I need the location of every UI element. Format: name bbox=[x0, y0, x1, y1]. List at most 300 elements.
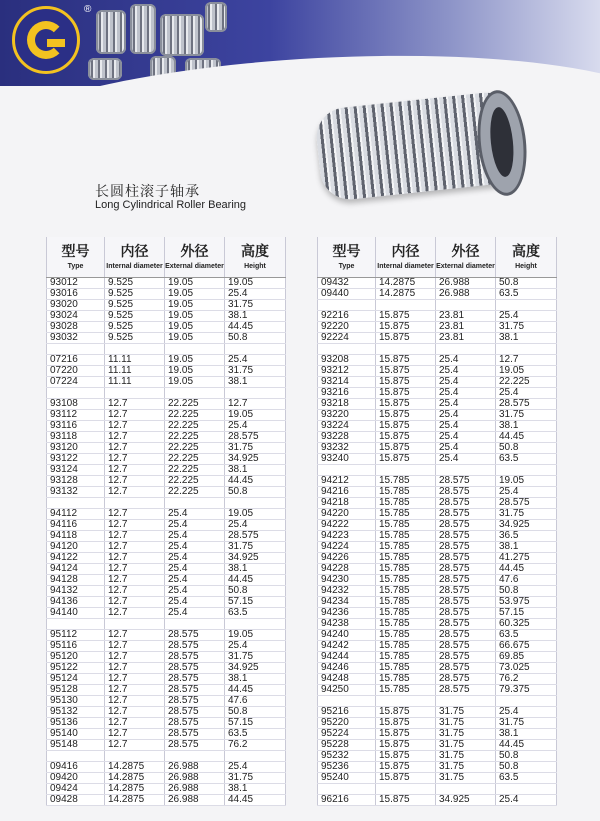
cell-type: 94140 bbox=[47, 608, 105, 619]
table-row bbox=[318, 663, 557, 674]
cell-external-diameter: 26.988 bbox=[436, 289, 496, 300]
table-row bbox=[318, 454, 557, 465]
cell-type: 94244 bbox=[318, 652, 376, 663]
cell-type: 09428 bbox=[47, 795, 105, 806]
cell-external-diameter: 22.225 bbox=[165, 432, 225, 443]
cell-internal-diameter: 15.875 bbox=[376, 377, 436, 388]
cell-external-diameter: 28.575 bbox=[436, 476, 496, 487]
cell-external-diameter: 19.05 bbox=[165, 278, 225, 289]
table-row bbox=[47, 432, 286, 443]
cell-internal-diameter: 15.785 bbox=[376, 674, 436, 685]
cell-internal-diameter: 15.785 bbox=[376, 542, 436, 553]
cell-type: 94132 bbox=[47, 586, 105, 597]
cell-internal-diameter: 15.785 bbox=[376, 619, 436, 630]
bearing-photo bbox=[160, 14, 204, 56]
cell-external-diameter: 25.4 bbox=[436, 443, 496, 454]
table-row bbox=[47, 597, 286, 608]
cell-internal-diameter: 12.7 bbox=[105, 663, 165, 674]
group-spacer bbox=[318, 344, 557, 355]
cell-external-diameter: 26.988 bbox=[165, 762, 225, 773]
cell-type: 94128 bbox=[47, 575, 105, 586]
cell-height: 44.45 bbox=[496, 740, 557, 751]
cell-external-diameter: 31.75 bbox=[436, 762, 496, 773]
table-row bbox=[318, 707, 557, 718]
cell-internal-diameter: 12.7 bbox=[105, 685, 165, 696]
cell-internal-diameter: 15.875 bbox=[376, 707, 436, 718]
cell-height: 66.675 bbox=[496, 641, 557, 652]
cell-type: 92216 bbox=[318, 311, 376, 322]
table-row bbox=[318, 443, 557, 454]
table-row bbox=[47, 729, 286, 740]
cell-external-diameter: 25.4 bbox=[436, 377, 496, 388]
cell-external-diameter: 25.4 bbox=[165, 509, 225, 520]
cell-internal-diameter: 14.2875 bbox=[376, 289, 436, 300]
cell-height: 60.325 bbox=[496, 619, 557, 630]
cell-external-diameter: 28.575 bbox=[436, 608, 496, 619]
cell-external-diameter: 28.575 bbox=[165, 740, 225, 751]
table-row bbox=[318, 795, 557, 806]
cell-type: 09432 bbox=[318, 278, 376, 289]
cell-height: 22.225 bbox=[496, 377, 557, 388]
cell-external-diameter: 25.4 bbox=[436, 366, 496, 377]
cell-external-diameter: 25.4 bbox=[165, 520, 225, 531]
cell-external-diameter: 23.81 bbox=[436, 311, 496, 322]
table-header-row bbox=[47, 237, 286, 278]
cell-internal-diameter: 15.875 bbox=[376, 454, 436, 465]
table-row bbox=[318, 333, 557, 344]
cell-internal-diameter: 15.785 bbox=[376, 663, 436, 674]
group-spacer bbox=[47, 388, 286, 399]
cell-type: 95216 bbox=[318, 707, 376, 718]
cell-height: 19.05 bbox=[225, 410, 286, 421]
table-row bbox=[47, 773, 286, 784]
cell-internal-diameter: 15.875 bbox=[376, 795, 436, 806]
table-row bbox=[47, 465, 286, 476]
cell-internal-diameter: 15.875 bbox=[376, 751, 436, 762]
cell-internal-diameter: 12.7 bbox=[105, 674, 165, 685]
cell-type: 94226 bbox=[318, 553, 376, 564]
cell-height: 28.575 bbox=[225, 531, 286, 542]
cell-internal-diameter: 11.11 bbox=[105, 355, 165, 366]
cell-external-diameter: 25.4 bbox=[165, 597, 225, 608]
cell-height: 38.1 bbox=[225, 465, 286, 476]
cell-height: 47.6 bbox=[225, 696, 286, 707]
cell-external-diameter: 25.4 bbox=[165, 586, 225, 597]
cell-internal-diameter: 15.875 bbox=[376, 355, 436, 366]
cell-external-diameter: 22.225 bbox=[165, 454, 225, 465]
table-row bbox=[47, 454, 286, 465]
cell-type: 93132 bbox=[47, 487, 105, 498]
table-row bbox=[318, 487, 557, 498]
cell-internal-diameter: 12.7 bbox=[105, 696, 165, 707]
cell-type: 96216 bbox=[318, 795, 376, 806]
table-row bbox=[47, 553, 286, 564]
cell-type: 93118 bbox=[47, 432, 105, 443]
cell-external-diameter: 26.988 bbox=[165, 784, 225, 795]
table-row bbox=[318, 498, 557, 509]
cell-internal-diameter: 15.785 bbox=[376, 630, 436, 641]
cell-type: 95112 bbox=[47, 630, 105, 641]
cell-internal-diameter: 12.7 bbox=[105, 432, 165, 443]
page-title-en: Long Cylindrical Roller Bearing bbox=[95, 199, 247, 211]
cell-external-diameter: 31.75 bbox=[436, 707, 496, 718]
cell-external-diameter: 22.225 bbox=[165, 421, 225, 432]
cell-internal-diameter: 12.7 bbox=[105, 399, 165, 410]
cell-height: 25.4 bbox=[225, 289, 286, 300]
cell-external-diameter: 19.05 bbox=[165, 366, 225, 377]
table-row bbox=[318, 520, 557, 531]
cell-type: 93218 bbox=[318, 399, 376, 410]
cell-external-diameter: 25.4 bbox=[436, 399, 496, 410]
cell-internal-diameter: 12.7 bbox=[105, 564, 165, 575]
cell-type: 07216 bbox=[47, 355, 105, 366]
cell-internal-diameter: 15.875 bbox=[376, 729, 436, 740]
cell-internal-diameter: 12.7 bbox=[105, 476, 165, 487]
cell-height: 50.8 bbox=[225, 333, 286, 344]
cell-type: 09420 bbox=[47, 773, 105, 784]
cell-external-diameter: 25.4 bbox=[436, 410, 496, 421]
cell-type: 95130 bbox=[47, 696, 105, 707]
cell-external-diameter: 28.575 bbox=[436, 498, 496, 509]
bearing-photo bbox=[96, 10, 126, 54]
cell-external-diameter: 28.575 bbox=[436, 586, 496, 597]
cell-external-diameter: 28.575 bbox=[436, 542, 496, 553]
cell-height: 31.75 bbox=[225, 542, 286, 553]
cell-height: 38.1 bbox=[225, 377, 286, 388]
cell-internal-diameter: 12.7 bbox=[105, 487, 165, 498]
cell-type: 94124 bbox=[47, 564, 105, 575]
cell-internal-diameter: 15.875 bbox=[376, 740, 436, 751]
cell-external-diameter: 28.575 bbox=[165, 685, 225, 696]
cell-internal-diameter: 12.7 bbox=[105, 630, 165, 641]
cell-external-diameter: 34.925 bbox=[436, 795, 496, 806]
cell-internal-diameter: 11.11 bbox=[105, 366, 165, 377]
cell-height: 41.275 bbox=[496, 553, 557, 564]
cell-type: 93116 bbox=[47, 421, 105, 432]
cell-height: 44.45 bbox=[225, 322, 286, 333]
table-row bbox=[47, 696, 286, 707]
table-row bbox=[318, 355, 557, 366]
cell-external-diameter: 22.225 bbox=[165, 443, 225, 454]
cell-internal-diameter: 14.2875 bbox=[105, 762, 165, 773]
cell-external-diameter: 19.05 bbox=[165, 333, 225, 344]
cell-type: 94120 bbox=[47, 542, 105, 553]
table-row bbox=[318, 278, 557, 289]
cell-type: 94112 bbox=[47, 509, 105, 520]
spec-table-left bbox=[46, 237, 286, 806]
cell-type: 93032 bbox=[47, 333, 105, 344]
cell-type: 95228 bbox=[318, 740, 376, 751]
cell-type: 93120 bbox=[47, 443, 105, 454]
cell-type: 93240 bbox=[318, 454, 376, 465]
table-row bbox=[318, 553, 557, 564]
table-row bbox=[47, 586, 286, 597]
table-row bbox=[318, 674, 557, 685]
cell-height: 47.6 bbox=[496, 575, 557, 586]
cell-external-diameter: 31.75 bbox=[436, 751, 496, 762]
cell-external-diameter: 28.575 bbox=[436, 553, 496, 564]
cell-type: 09440 bbox=[318, 289, 376, 300]
cell-internal-diameter: 12.7 bbox=[105, 740, 165, 751]
cell-type: 94248 bbox=[318, 674, 376, 685]
cell-internal-diameter: 12.7 bbox=[105, 729, 165, 740]
group-spacer bbox=[318, 465, 557, 476]
group-spacer bbox=[318, 784, 557, 795]
cell-height: 63.5 bbox=[496, 630, 557, 641]
table-row bbox=[47, 355, 286, 366]
cell-type: 95232 bbox=[318, 751, 376, 762]
cell-height: 53.975 bbox=[496, 597, 557, 608]
cell-internal-diameter: 15.785 bbox=[376, 685, 436, 696]
cell-external-diameter: 28.575 bbox=[436, 597, 496, 608]
cell-height: 34.925 bbox=[225, 454, 286, 465]
cell-external-diameter: 31.75 bbox=[436, 773, 496, 784]
cell-internal-diameter: 9.525 bbox=[105, 289, 165, 300]
cell-height: 28.575 bbox=[225, 432, 286, 443]
table-row bbox=[47, 278, 286, 289]
cell-internal-diameter: 15.785 bbox=[376, 608, 436, 619]
cell-internal-diameter: 9.525 bbox=[105, 278, 165, 289]
cell-type: 93020 bbox=[47, 300, 105, 311]
cell-height: 63.5 bbox=[225, 729, 286, 740]
cell-internal-diameter: 12.7 bbox=[105, 553, 165, 564]
table-row bbox=[318, 311, 557, 322]
cell-height: 50.8 bbox=[496, 443, 557, 454]
table-row bbox=[318, 685, 557, 696]
cell-external-diameter: 19.05 bbox=[165, 300, 225, 311]
header-internal-diameter: 内径 Internal diameter bbox=[105, 237, 165, 278]
cell-external-diameter: 28.575 bbox=[165, 696, 225, 707]
table-row bbox=[318, 564, 557, 575]
cell-internal-diameter: 15.875 bbox=[376, 333, 436, 344]
cell-type: 94250 bbox=[318, 685, 376, 696]
cell-type: 94234 bbox=[318, 597, 376, 608]
cell-internal-diameter: 12.7 bbox=[105, 608, 165, 619]
table-row bbox=[47, 520, 286, 531]
group-spacer bbox=[47, 344, 286, 355]
cell-type: 93124 bbox=[47, 465, 105, 476]
table-row bbox=[47, 531, 286, 542]
cell-height: 76.2 bbox=[496, 674, 557, 685]
cell-type: 95128 bbox=[47, 685, 105, 696]
table-row bbox=[318, 388, 557, 399]
cell-height: 79.375 bbox=[496, 685, 557, 696]
cell-height: 73.025 bbox=[496, 663, 557, 674]
cell-external-diameter: 28.575 bbox=[436, 509, 496, 520]
group-spacer bbox=[47, 498, 286, 509]
cell-height: 31.75 bbox=[225, 366, 286, 377]
cell-type: 94220 bbox=[318, 509, 376, 520]
cell-external-diameter: 25.4 bbox=[436, 432, 496, 443]
cell-internal-diameter: 9.525 bbox=[105, 311, 165, 322]
cell-height: 34.925 bbox=[496, 520, 557, 531]
cell-external-diameter: 26.988 bbox=[165, 795, 225, 806]
cell-height: 12.7 bbox=[225, 399, 286, 410]
cell-internal-diameter: 15.785 bbox=[376, 641, 436, 652]
cell-type: 94238 bbox=[318, 619, 376, 630]
group-spacer bbox=[318, 696, 557, 707]
cell-external-diameter: 26.988 bbox=[436, 278, 496, 289]
cell-type: 93024 bbox=[47, 311, 105, 322]
cell-type: 94228 bbox=[318, 564, 376, 575]
cell-height: 38.1 bbox=[225, 311, 286, 322]
cell-external-diameter: 25.4 bbox=[165, 553, 225, 564]
cell-type: 95148 bbox=[47, 740, 105, 751]
group-spacer bbox=[318, 300, 557, 311]
cell-height: 50.8 bbox=[225, 707, 286, 718]
cell-type: 07224 bbox=[47, 377, 105, 388]
cell-height: 50.8 bbox=[496, 278, 557, 289]
cell-type: 95132 bbox=[47, 707, 105, 718]
table-row bbox=[318, 410, 557, 421]
group-spacer bbox=[47, 619, 286, 630]
cell-height: 25.4 bbox=[225, 762, 286, 773]
cell-external-diameter: 28.575 bbox=[165, 663, 225, 674]
cell-internal-diameter: 15.875 bbox=[376, 443, 436, 454]
cell-height: 50.8 bbox=[225, 586, 286, 597]
cell-height: 19.05 bbox=[496, 476, 557, 487]
bearing-photo bbox=[130, 4, 156, 54]
cell-height: 50.8 bbox=[496, 751, 557, 762]
cell-internal-diameter: 15.785 bbox=[376, 652, 436, 663]
cell-height: 31.75 bbox=[496, 322, 557, 333]
cell-height: 28.575 bbox=[496, 399, 557, 410]
cell-internal-diameter: 12.7 bbox=[105, 531, 165, 542]
cell-external-diameter: 22.225 bbox=[165, 476, 225, 487]
table-row bbox=[47, 641, 286, 652]
cell-external-diameter: 31.75 bbox=[436, 718, 496, 729]
cell-internal-diameter: 15.785 bbox=[376, 509, 436, 520]
cell-internal-diameter: 9.525 bbox=[105, 333, 165, 344]
table-row bbox=[47, 377, 286, 388]
cell-type: 94136 bbox=[47, 597, 105, 608]
cell-external-diameter: 25.4 bbox=[165, 575, 225, 586]
table-row bbox=[47, 421, 286, 432]
cell-type: 95116 bbox=[47, 641, 105, 652]
cell-internal-diameter: 12.7 bbox=[105, 707, 165, 718]
cell-internal-diameter: 12.7 bbox=[105, 454, 165, 465]
header-type: 型号 Type bbox=[318, 237, 376, 278]
cell-internal-diameter: 12.7 bbox=[105, 718, 165, 729]
table-row bbox=[318, 575, 557, 586]
cell-type: 93208 bbox=[318, 355, 376, 366]
table-row bbox=[47, 674, 286, 685]
table-row bbox=[47, 542, 286, 553]
cell-type: 94122 bbox=[47, 553, 105, 564]
cell-height: 44.45 bbox=[225, 476, 286, 487]
cell-height: 31.75 bbox=[225, 300, 286, 311]
cell-type: 94223 bbox=[318, 531, 376, 542]
cell-height: 44.45 bbox=[225, 685, 286, 696]
cell-type: 94224 bbox=[318, 542, 376, 553]
cell-external-diameter: 28.575 bbox=[165, 718, 225, 729]
cell-internal-diameter: 15.785 bbox=[376, 487, 436, 498]
table-row bbox=[47, 289, 286, 300]
cell-type: 93232 bbox=[318, 443, 376, 454]
cell-internal-diameter: 15.785 bbox=[376, 575, 436, 586]
header-banner bbox=[0, 0, 600, 86]
cell-external-diameter: 19.05 bbox=[165, 355, 225, 366]
cell-type: 09424 bbox=[47, 784, 105, 795]
table-row bbox=[47, 608, 286, 619]
table-row bbox=[47, 410, 286, 421]
cell-height: 38.1 bbox=[496, 542, 557, 553]
cell-internal-diameter: 9.525 bbox=[105, 300, 165, 311]
table-row bbox=[47, 663, 286, 674]
cell-internal-diameter: 14.2875 bbox=[376, 278, 436, 289]
table-row bbox=[47, 366, 286, 377]
table-row bbox=[318, 652, 557, 663]
cell-height: 69.85 bbox=[496, 652, 557, 663]
cell-external-diameter: 19.05 bbox=[165, 377, 225, 388]
table-row bbox=[47, 784, 286, 795]
cell-type: 94216 bbox=[318, 487, 376, 498]
cell-external-diameter: 25.4 bbox=[165, 608, 225, 619]
cell-height: 19.05 bbox=[225, 509, 286, 520]
table-row bbox=[47, 707, 286, 718]
cell-internal-diameter: 14.2875 bbox=[105, 795, 165, 806]
cell-internal-diameter: 12.7 bbox=[105, 509, 165, 520]
cell-height: 25.4 bbox=[496, 707, 557, 718]
cell-type: 95124 bbox=[47, 674, 105, 685]
cell-internal-diameter: 15.785 bbox=[376, 476, 436, 487]
cell-type: 94118 bbox=[47, 531, 105, 542]
cell-external-diameter: 26.988 bbox=[165, 773, 225, 784]
cell-external-diameter: 19.05 bbox=[165, 289, 225, 300]
cell-height: 63.5 bbox=[496, 289, 557, 300]
cell-internal-diameter: 15.875 bbox=[376, 366, 436, 377]
cell-internal-diameter: 15.785 bbox=[376, 498, 436, 509]
cell-type: 93108 bbox=[47, 399, 105, 410]
cell-internal-diameter: 15.875 bbox=[376, 773, 436, 784]
cell-internal-diameter: 12.7 bbox=[105, 575, 165, 586]
table-row bbox=[318, 432, 557, 443]
cell-internal-diameter: 14.2875 bbox=[105, 773, 165, 784]
cell-type: 95122 bbox=[47, 663, 105, 674]
cell-internal-diameter: 9.525 bbox=[105, 322, 165, 333]
cell-height: 25.4 bbox=[225, 421, 286, 432]
table-row bbox=[318, 421, 557, 432]
cell-external-diameter: 28.575 bbox=[436, 520, 496, 531]
cell-internal-diameter: 15.875 bbox=[376, 311, 436, 322]
table-row bbox=[318, 619, 557, 630]
cell-type: 94222 bbox=[318, 520, 376, 531]
cell-external-diameter: 28.575 bbox=[165, 630, 225, 641]
cell-type: 94240 bbox=[318, 630, 376, 641]
cell-internal-diameter: 15.875 bbox=[376, 421, 436, 432]
cell-internal-diameter: 12.7 bbox=[105, 586, 165, 597]
company-logo-icon bbox=[12, 6, 80, 74]
cell-internal-diameter: 12.7 bbox=[105, 410, 165, 421]
table-row bbox=[318, 377, 557, 388]
cell-height: 50.8 bbox=[496, 762, 557, 773]
cell-external-diameter: 25.4 bbox=[165, 564, 225, 575]
cell-type: 95120 bbox=[47, 652, 105, 663]
table-row bbox=[47, 476, 286, 487]
table-row bbox=[318, 729, 557, 740]
cell-height: 76.2 bbox=[225, 740, 286, 751]
cell-height: 44.45 bbox=[225, 575, 286, 586]
cell-internal-diameter: 15.785 bbox=[376, 531, 436, 542]
cell-internal-diameter: 12.7 bbox=[105, 421, 165, 432]
table-row bbox=[47, 300, 286, 311]
cell-height: 31.75 bbox=[225, 773, 286, 784]
cell-external-diameter: 25.4 bbox=[436, 388, 496, 399]
cell-height: 25.4 bbox=[496, 795, 557, 806]
table-row bbox=[318, 740, 557, 751]
cell-external-diameter: 28.575 bbox=[165, 707, 225, 718]
cell-external-diameter: 19.05 bbox=[165, 322, 225, 333]
